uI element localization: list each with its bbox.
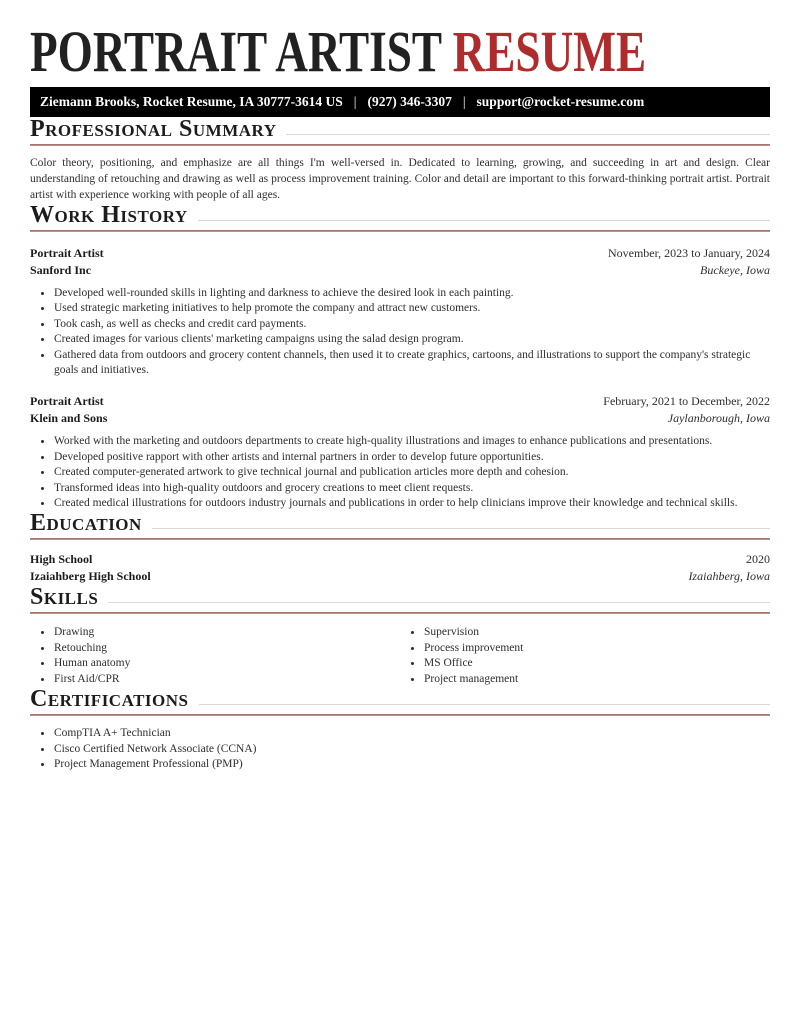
- job-title: Portrait Artist: [30, 246, 104, 260]
- job-bullet-list: [30, 434, 770, 511]
- certification-item: • Project Management Professional (PMP): [53, 757, 770, 772]
- job-company: Klein and Sons: [30, 411, 108, 426]
- work-history-heading: Work History: [30, 203, 770, 227]
- bullet-item: • Took cash, as well as checks and credit card payments.: [53, 317, 770, 332]
- contact-email: support@rocket-resume.com: [476, 94, 645, 109]
- education-location: Izaiahberg, Iowa: [688, 569, 770, 584]
- section-rule: [30, 144, 770, 146]
- education-year: 2020: [746, 552, 770, 567]
- section-rule: [30, 538, 770, 540]
- summary-text: Color theory, positioning, and emphasize are all things I'm well-versed in. Dedicated to learning, growing, and succeeding in art and design. Clear understanding of retouching and drawing as well as process improvement training. Color and detail are important to this forward-thinking portrait artist. Portrait artist with experience working with people of all ages.: [30, 157, 770, 201]
- professional-summary-heading: Professional Summary: [30, 117, 770, 141]
- skill-item: • Human anatomy: [53, 656, 400, 671]
- job-location: Buckeye, Iowa: [700, 263, 770, 277]
- skill-item: • First Aid/CPR: [53, 672, 400, 687]
- title-accent: RESUME: [452, 19, 647, 84]
- bullet-item: • Transformed ideas into high-quality outdoors and grocery creations to meet client requests.: [53, 481, 770, 496]
- skill-item: • Supervision: [423, 625, 770, 640]
- heading-tail-line: [152, 528, 770, 529]
- skill-item: • Drawing: [53, 625, 400, 640]
- section-rule: [30, 612, 770, 614]
- bullet-item: • Developed positive rapport with other artists and internal partners in order to develop future opportunities.: [53, 450, 770, 465]
- bullet-item: • Created images for various clients' marketing campaigns using the salad design program.: [53, 332, 770, 347]
- heading-tail-line: [198, 220, 770, 221]
- skill-item: • Process improvement: [423, 641, 770, 656]
- education-school-row: [30, 568, 770, 585]
- job-title-row: [30, 393, 770, 410]
- contact-separator: |: [353, 94, 357, 109]
- section-education: [30, 511, 770, 585]
- job-title: Portrait Artist: [30, 394, 104, 409]
- skills-columns: [30, 618, 770, 687]
- contact-name-address: Ziemann Brooks, Rocket Resume, IA 30777-3614 US: [40, 94, 343, 109]
- bullet-item: • Created medical illustrations for outdoors industry journals and publications in order to help clinicians improve their knowledge and technical skills.: [53, 496, 770, 511]
- bullet-item: • Developed well-rounded skills in lighting and darkness to achieve the desired look in each painting.: [53, 286, 770, 301]
- bullet-item: • Used strategic marketing initiatives to help promote the company and attract new customers.: [53, 301, 770, 316]
- heading-tail-line: [199, 704, 770, 705]
- job-location: Jaylanborough, Iowa: [667, 411, 770, 426]
- job-company-row: [30, 410, 770, 427]
- title-main: PORTRAIT ARTIST: [30, 19, 442, 84]
- job-bullet-list: [30, 286, 770, 378]
- skill-item: • Retouching: [53, 641, 400, 656]
- section-skills: [30, 585, 770, 687]
- certifications-list: [30, 726, 770, 772]
- section-certifications: [30, 687, 770, 772]
- job-dates: February, 2021 to December, 2022: [603, 394, 770, 409]
- skills-list-left: [30, 625, 400, 687]
- contact-bar: [30, 87, 770, 117]
- job-entry: [30, 393, 770, 511]
- section-work-history: [30, 203, 770, 511]
- job-company-row: [30, 262, 770, 279]
- heading-tail-line: [108, 602, 770, 603]
- section-rule: [30, 714, 770, 716]
- skill-item: • MS Office: [423, 656, 770, 671]
- education-entry: [30, 551, 770, 585]
- bullet-item: • Created computer-generated artwork to give technical journal and publication articles more depth and cohesion.: [53, 465, 770, 480]
- section-professional-summary: [30, 117, 770, 203]
- education-degree: High School: [30, 552, 93, 567]
- job-entry: [30, 245, 770, 378]
- education-heading: Education: [30, 511, 770, 535]
- skills-list-right: [400, 625, 770, 687]
- skill-item: • Project management: [423, 672, 770, 687]
- bullet-item: • Gathered data from outdoors and grocery content channels, then used it to create graphics, cartoons, and illustrations to support the company's strategic goals and initiatives.: [53, 348, 770, 379]
- certification-item: • CompTIA A+ Technician: [53, 726, 770, 741]
- contact-phone: (927) 346-3307: [367, 94, 452, 109]
- heading-tail-line: [286, 134, 770, 135]
- certifications-heading: Certifications: [30, 687, 770, 711]
- bullet-item: • Worked with the marketing and outdoors departments to create high-quality illustrations and images to enhance publications and presentations.: [53, 434, 770, 449]
- certification-item: • Cisco Certified Network Associate (CCNA): [53, 742, 770, 757]
- job-dates: November, 2023 to January, 2024: [607, 246, 770, 260]
- contact-separator: |: [462, 94, 466, 109]
- job-company: Sanford Inc: [30, 263, 92, 277]
- education-degree-row: [30, 551, 770, 568]
- job-title-row: [30, 245, 770, 262]
- page-title: [30, 19, 647, 84]
- education-school: Izaiahberg High School: [30, 569, 151, 584]
- section-rule: [30, 230, 770, 232]
- skills-heading: Skills: [30, 585, 770, 609]
